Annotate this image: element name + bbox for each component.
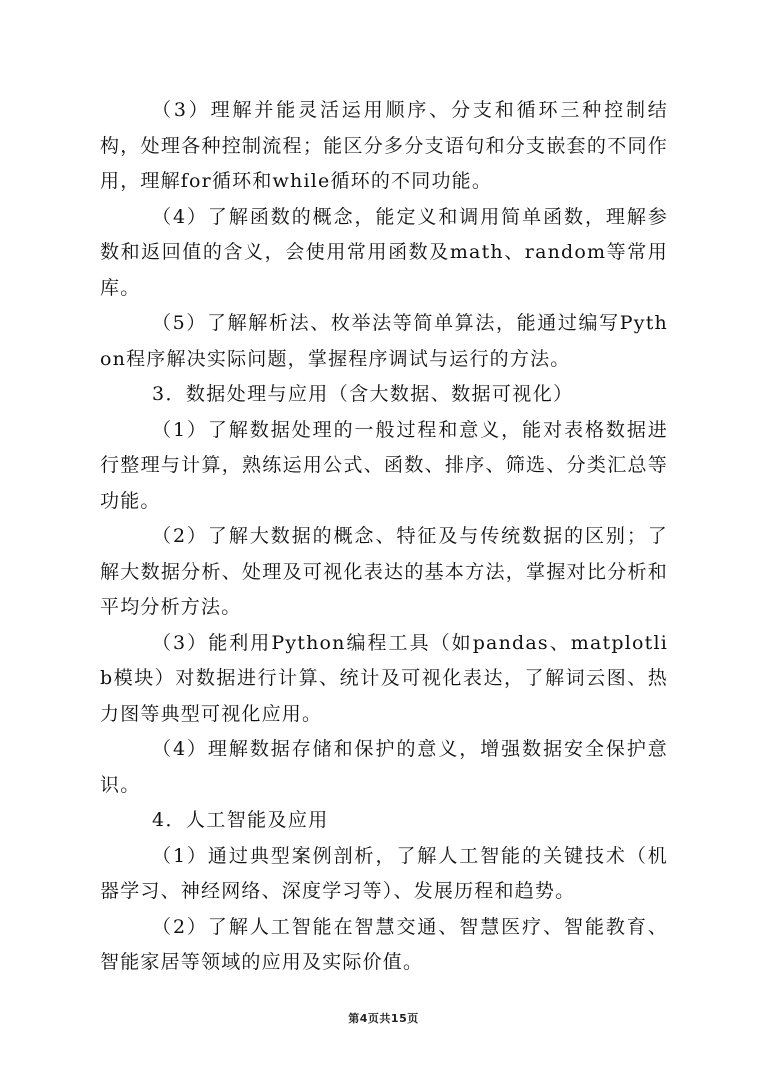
paragraph-ai-applications: （2）了解人工智能在智慧交通、智慧医疗、智能教育、智能家居等领域的应用及实际价值。 xyxy=(100,915,668,973)
paragraph-data-processing: （1）了解数据处理的一般过程和意义，能对表格数据进行整理与计算，熟练运用公式、函数、排序、筛选、分类汇总等功能。 xyxy=(100,418,668,512)
paragraph-ai-technologies: （1）通过典型案例剖析，了解人工智能的关键技术（机器学习、神经网络、深度学习等）、发展历程和趋势。 xyxy=(100,844,668,902)
page-footer: 第4页共15页 xyxy=(348,1012,419,1025)
paragraph-big-data: （2）了解大数据的概念、特征及与传统数据的区别；了解大数据分析、处理及可视化表达的基本方法，掌握对比分析和平均分析方法。 xyxy=(100,525,668,618)
paragraph-python-visualization: （3）能利用Python编程工具（如pandas、matplotlib模块）对数据进行计算、统计及可视化表达，了解词云图、热力图等典型可视化应用。 xyxy=(100,631,668,725)
section-heading-ai: 4．人工智能及应用 xyxy=(152,809,329,831)
paragraph-control-structures: （3）理解并能灵活运用顺序、分支和循环三种控制结构，处理各种控制流程；能区分多分支语句和分支嵌套的不同作用，理解for循环和while循环的不同功能。 xyxy=(100,99,668,192)
section-heading-data-processing: 3．数据处理与应用（含大数据、数据可视化） xyxy=(152,383,574,405)
paragraph-functions: （4）了解函数的概念，能定义和调用简单函数，理解参数和返回值的含义，会使用常用函数及math、random等常用库。 xyxy=(100,205,668,299)
document-body xyxy=(100,93,668,981)
paragraph-data-security: （4）理解数据存储和保护的意义，增强数据安全保护意识。 xyxy=(100,738,668,796)
paragraph-algorithms: （5）了解解析法、枚举法等简单算法，能通过编写Python程序解决实际问题，掌握程序调试与运行的方法。 xyxy=(100,312,668,370)
